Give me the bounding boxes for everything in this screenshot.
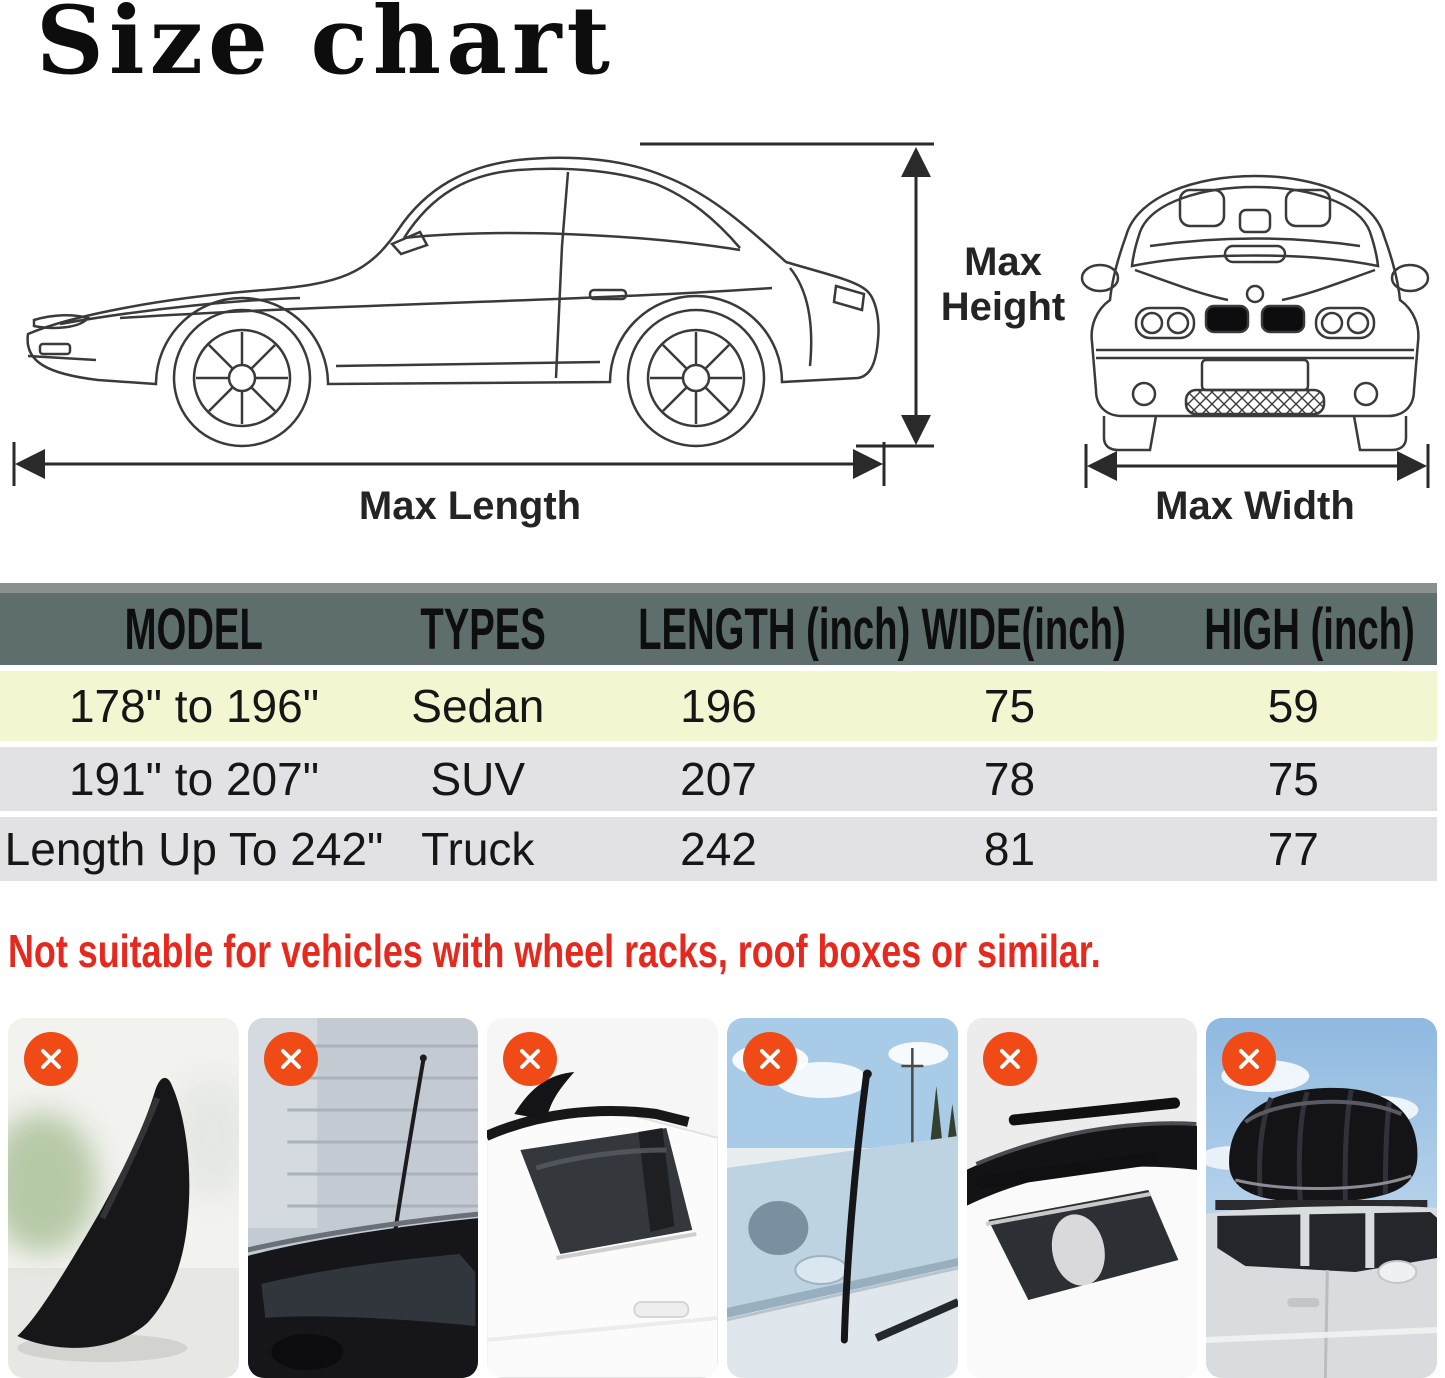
table-header-row <box>0 593 1437 665</box>
front-view-car <box>1082 176 1428 450</box>
max-length-label: Max Length <box>358 484 582 528</box>
photo-hood-antenna <box>727 1018 958 1378</box>
cell-wide: 78 <box>983 753 1036 805</box>
not-allowed-badge <box>503 1032 557 1086</box>
header-types: TYPES <box>420 596 546 662</box>
cell-wide: 75 <box>983 680 1036 732</box>
cell-length: 196 <box>680 680 757 732</box>
cell-type: SUV <box>430 753 526 805</box>
photo-roof-rack-rails <box>967 1018 1198 1378</box>
cell-high: 77 <box>1267 823 1319 875</box>
cell-type: Sedan <box>411 680 545 732</box>
x-icon <box>276 1044 306 1074</box>
cell-model: 191" to 207" <box>68 753 320 805</box>
photo-roof-fin-sedan <box>487 1018 718 1378</box>
car-diagram-svg <box>0 128 1445 538</box>
warning-text: Not suitable for vehicles with wheel racks, roof boxes or similar. <box>8 925 1101 977</box>
not-allowed-badge <box>983 1032 1037 1086</box>
rear-wheel <box>628 310 764 446</box>
max-height-label: Max Height <box>940 240 1066 329</box>
header-high: HIGH (inch) <box>1203 596 1415 662</box>
header-length: LENGTH (inch) <box>637 596 910 662</box>
max-length-arrow <box>14 442 884 486</box>
table-top-strip <box>0 583 1437 593</box>
table-row-sedan <box>0 671 1437 741</box>
x-icon <box>515 1044 545 1074</box>
cell-high: 59 <box>1267 680 1319 732</box>
table-row-suv <box>0 747 1437 811</box>
photo-rooftop-cargo-bag <box>1206 1018 1437 1378</box>
cell-wide: 81 <box>983 823 1036 875</box>
max-width-label: Max Width <box>1155 484 1355 528</box>
photo-whip-antenna-roof <box>248 1018 479 1378</box>
cell-type: Truck <box>421 823 535 875</box>
not-allowed-badge <box>24 1032 78 1086</box>
x-icon <box>995 1044 1025 1074</box>
cell-high: 75 <box>1267 753 1319 805</box>
side-view-car <box>28 158 879 446</box>
not-allowed-badge <box>264 1032 318 1086</box>
photo-shark-fin-antenna <box>8 1018 239 1378</box>
not-suitable-photo-grid <box>0 1018 1445 1378</box>
table-row-truck <box>0 817 1437 881</box>
cell-length: 207 <box>680 753 757 805</box>
header-model: MODEL <box>124 596 264 662</box>
cell-model: 178" to 196" <box>68 680 320 732</box>
size-table <box>0 583 1437 881</box>
x-icon <box>36 1044 66 1074</box>
not-allowed-badge <box>743 1032 797 1086</box>
page-title: Size chart <box>36 0 615 96</box>
header-wide: WIDE(inch) <box>921 596 1127 662</box>
cell-model: Length Up To 242" <box>4 823 384 875</box>
not-allowed-badge <box>1222 1032 1276 1086</box>
x-icon <box>755 1044 785 1074</box>
front-wheel <box>174 310 310 446</box>
cell-length: 242 <box>680 823 757 875</box>
car-dimension-diagram <box>0 128 1445 538</box>
x-icon <box>1234 1044 1264 1074</box>
